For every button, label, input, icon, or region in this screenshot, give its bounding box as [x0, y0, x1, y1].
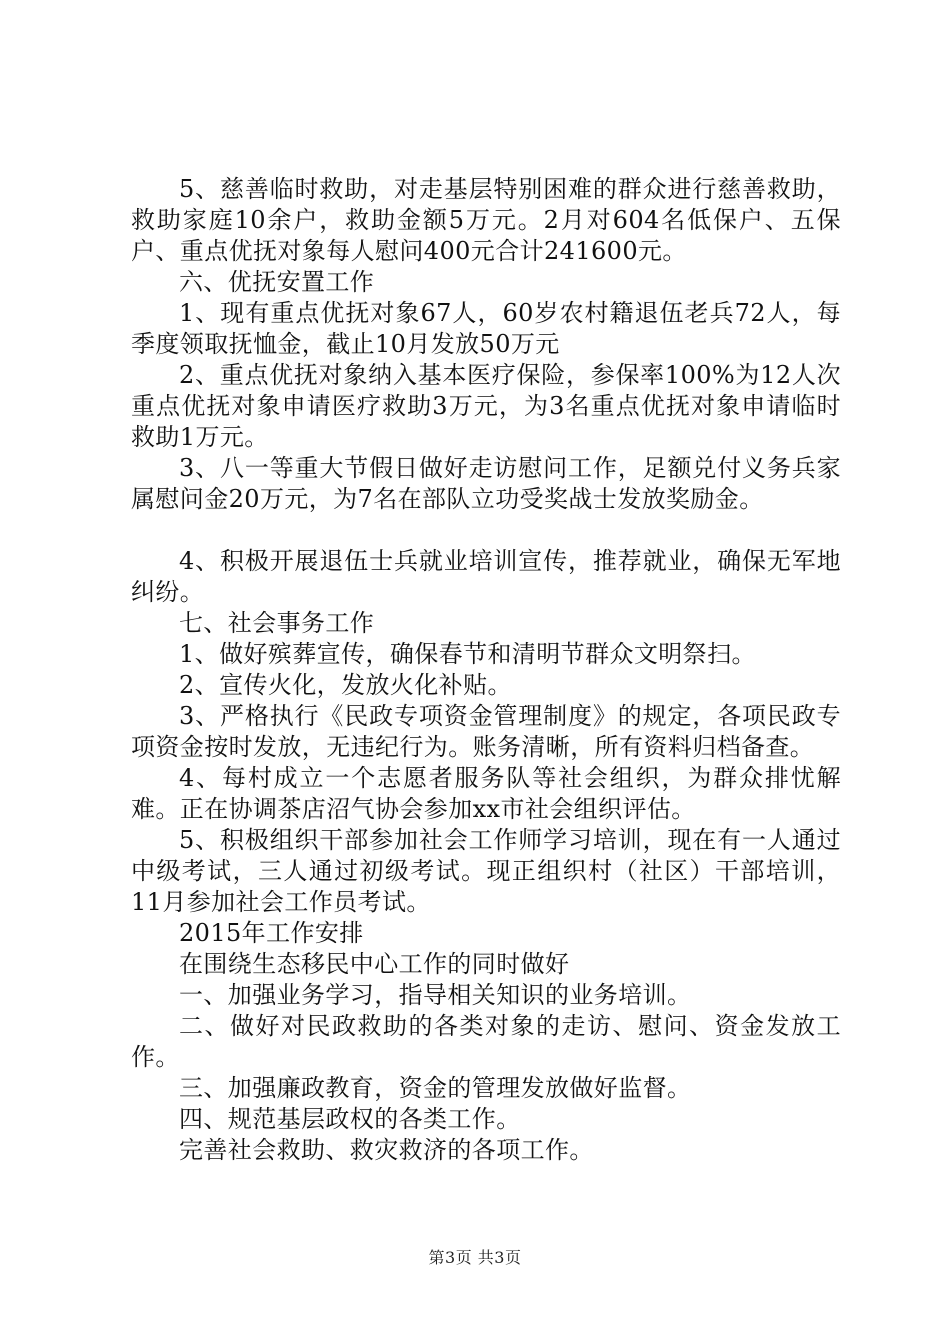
heading-preferential-care: 六、优抚安置工作: [179, 268, 375, 296]
paragraph-plan-5: 完善社会救助、救灾救济的各项工作。: [179, 1136, 594, 1164]
paragraph-social-4: 4、每村成立一个志愿者服务队等社会组织，为群众排忧解难。正在协调茶店沼气协会参加xx市社会组织评估。: [131, 764, 841, 823]
paragraph-social-3: 3、严格执行《民政专项资金管理制度》的规定，各项民政专项资金按时发放，无违纪行为。账务清晰，所有资料归档备查。: [131, 702, 841, 761]
blank-line: [131, 515, 841, 546]
page-number-footer: 第3页 共3页: [428, 1248, 522, 1267]
paragraph-plan-3: 三、加强廉政教育，资金的管理发放做好监督。: [179, 1074, 692, 1102]
paragraph-care-2: 2、重点优抚对象纳入基本医疗保险，参保率100%为12人次重点优抚对象申请医疗救助3万元，为3名重点优抚对象申请临时救助1万元。: [131, 361, 841, 451]
paragraph-social-5: 5、积极组织干部参加社会工作师学习培训，现在有一人通过中级考试，三人通过初级考试。现正组织村（社区）干部培训，11月参加社会工作员考试。: [131, 826, 841, 916]
paragraph-care-4: 4、积极开展退伍士兵就业培训宣传，推荐就业，确保无军地纠纷。: [131, 547, 841, 606]
document-body: [131, 174, 841, 1166]
paragraph-social-2: 2、宣传火化，发放火化补贴。: [179, 671, 512, 699]
heading-social-affairs: 七、社会事务工作: [179, 609, 375, 637]
paragraph-plan-intro: 在围绕生态移民中心工作的同时做好: [179, 950, 570, 978]
paragraph-care-1: 1、现有重点优抚对象67人，60岁农村籍退伍老兵72人，每季度领取抚恤金，截止10月发放50万元: [131, 299, 841, 358]
paragraph-social-1: 1、做好殡葬宣传，确保春节和清明节群众文明祭扫。: [179, 640, 756, 668]
heading-2015-plan: 2015年工作安排: [179, 919, 364, 947]
paragraph-plan-1: 一、加强业务学习，指导相关知识的业务培训。: [179, 981, 692, 1009]
paragraph-care-3: 3、八一等重大节假日做好走访慰问工作，足额兑付义务兵家属慰问金20万元，为7名在部队立功受奖战士发放奖励金。: [131, 454, 841, 513]
paragraph-plan-4: 四、规范基层政权的各类工作。: [179, 1105, 521, 1133]
paragraph-charity-relief: 5、慈善临时救助，对走基层特别困难的群众进行慈善救助，救助家庭10余户，救助金额5万元。2月对604名低保户、五保户、重点优抚对象每人慰问400元合计241600元。: [131, 175, 841, 265]
paragraph-plan-2: 二、做好对民政救助的各类对象的走访、慰问、资金发放工作。: [131, 1012, 841, 1071]
